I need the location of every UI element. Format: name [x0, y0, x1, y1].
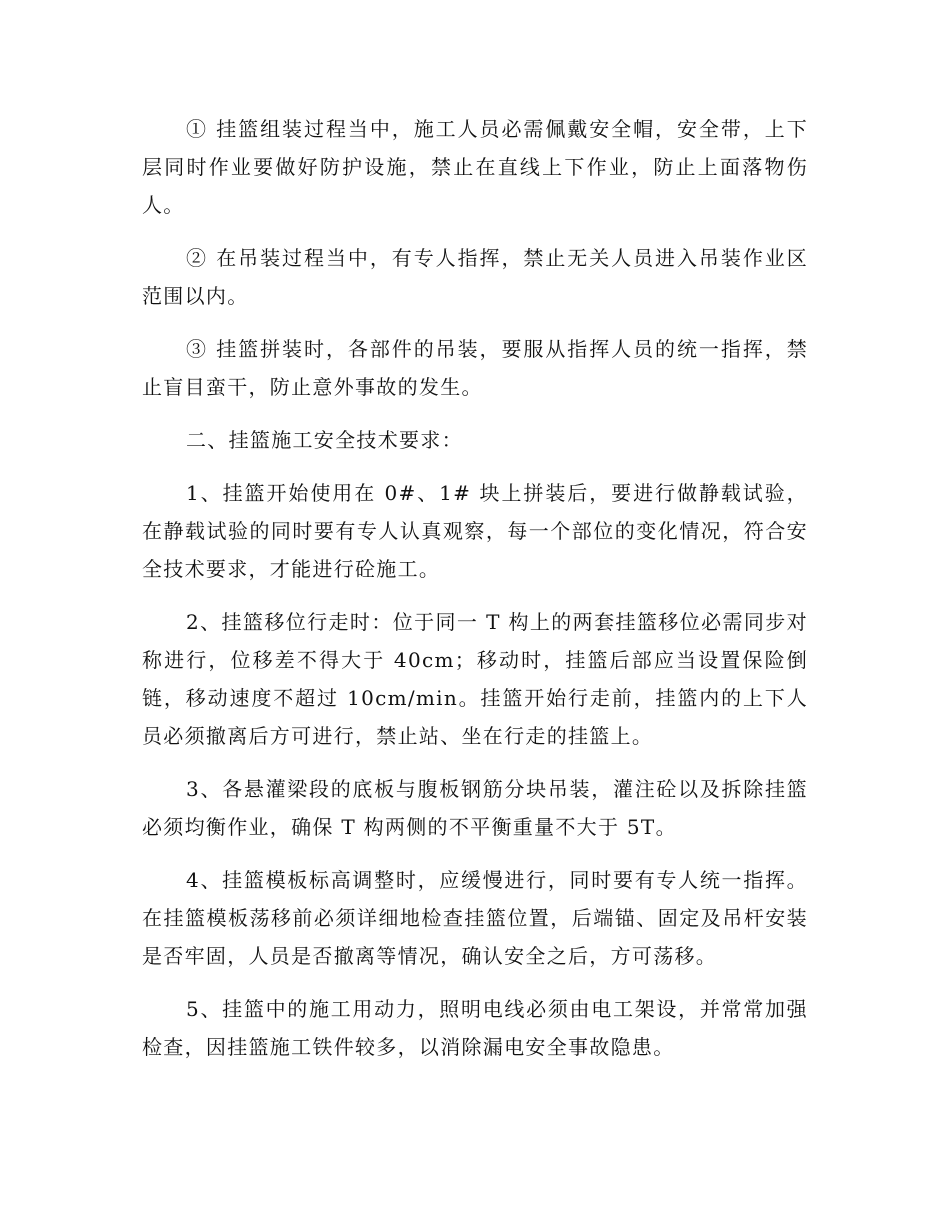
requirement-5: 5、挂篮中的施工用动力，照明电线必须由电工架设，并常常加强检查，因挂篮施工铁件较多，以消除漏电安全事故隐患。 [142, 997, 808, 1059]
requirement-2: 2、挂篮移位行走时：位于同一 T 构上的两套挂篮移位必需同步对称进行，位移差不得大于 40cm；移动时，挂篮后部应当设置保险倒链，移动速度不超过 10cm/min。挂篮开始行走前，挂篮内的上下人员必须撤离后方可进行，禁止站、坐在行走的挂篮上。 [142, 610, 808, 748]
paragraph-item-1: ① 挂篮组装过程当中，施工人员必需佩戴安全帽，安全带，上下层同时作业要做好防护设施，禁止在直线上下作业，防止上面落物伤人。 [142, 117, 808, 217]
paragraph-item-3: ③ 挂篮拼装时，各部件的吊装，要服从指挥人员的统一指挥，禁止盲目蛮干，防止意外事故的发生。 [142, 337, 808, 399]
requirement-4: 4、挂篮模板标高调整时，应缓慢进行，同时要有专人统一指挥。在挂篮模板荡移前必须详细地检查挂篮位置，后端锚、固定及吊杆安装是否牢固，人员是否撤离等情况，确认安全之后，方可荡移。 [142, 868, 808, 968]
requirement-1: 1、挂篮开始使用在 0#、1# 块上拼装后，要进行做静载试验，在静载试验的同时要有专人认真观察，每一个部位的变化情况，符合安全技术要求，才能进行砼施工。 [142, 481, 808, 581]
document-body [142, 110, 808, 1081]
requirement-3: 3、各悬灌梁段的底板与腹板钢筋分块吊装，灌注砼以及拆除挂篮必须均衡作业，确保 T 构两侧的不平衡重量不大于 5T。 [142, 777, 808, 839]
section-heading: 二、挂篮施工安全技术要求： [186, 428, 463, 452]
paragraph-item-2: ② 在吊装过程当中，有专人指挥，禁止无关人员进入吊装作业区范围以内。 [142, 246, 808, 308]
